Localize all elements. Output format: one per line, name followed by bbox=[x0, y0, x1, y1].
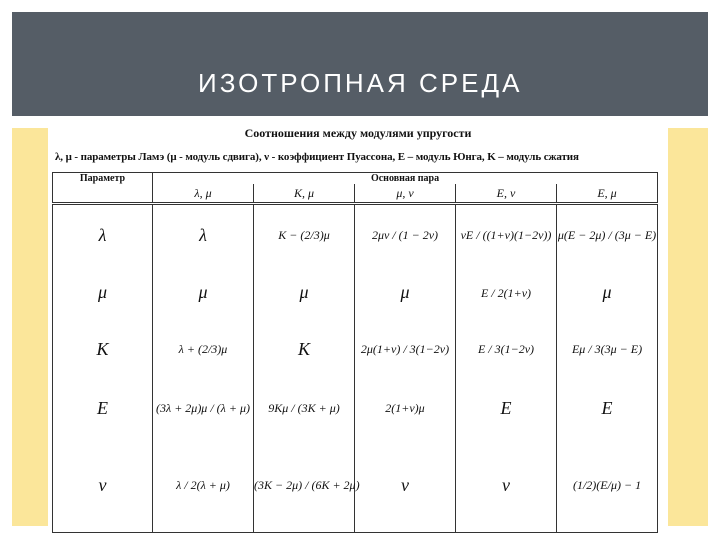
table-cell: E bbox=[500, 397, 512, 418]
pair-lambda-mu: λ, μ bbox=[153, 184, 254, 204]
table-cell: (3λ + 2μ)μ / (λ + μ) bbox=[156, 401, 250, 415]
slide-title: ИЗОТРОПНАЯ СРЕДА bbox=[198, 68, 523, 98]
pair-header: Основная пара bbox=[153, 173, 658, 185]
document-subtitle: λ, μ - параметры Ламэ (μ - модуль сдвига), ν - коэффициент Пуассона, E – модуль Юнга, K – модуль сжатия bbox=[55, 151, 579, 163]
table-cell: E bbox=[601, 397, 613, 418]
table-cell: μ bbox=[400, 282, 410, 302]
pair-k-mu: K, μ bbox=[254, 184, 355, 204]
pair-e-mu: E, μ bbox=[557, 184, 658, 204]
param-mu: μ bbox=[53, 265, 153, 320]
table-cell: E / 2(1+ν) bbox=[480, 285, 532, 300]
table-cell: λ bbox=[199, 224, 207, 245]
table-cell: μ(E − 2μ) / (3μ − E) bbox=[557, 228, 657, 242]
table-cell: E / 3(1−2ν) bbox=[477, 342, 535, 356]
param-e: E bbox=[53, 378, 153, 438]
table-cell: μ bbox=[602, 282, 612, 302]
table-cell: (3K − 2μ) / (6K + 2μ) bbox=[254, 478, 360, 492]
table-cell: K bbox=[297, 338, 310, 359]
accent-bar-left bbox=[12, 128, 48, 526]
pair-e-nu: E, ν bbox=[456, 184, 557, 204]
param-k: K bbox=[53, 320, 153, 378]
accent-bar-right bbox=[668, 128, 708, 526]
table-cell: μ bbox=[198, 282, 208, 302]
table-row bbox=[53, 320, 658, 378]
table-cell: 2(1+ν)μ bbox=[385, 401, 425, 415]
pair-mu-nu: μ, ν bbox=[355, 184, 456, 204]
param-nu: ν bbox=[53, 438, 153, 533]
table-row bbox=[53, 378, 658, 438]
table-cell: λ / 2(λ + μ) bbox=[176, 478, 230, 492]
table-cell: 2μν / (1 − 2ν) bbox=[371, 228, 439, 242]
table-cell: 2μ(1+ν) / 3(1−2ν) bbox=[360, 342, 450, 356]
pair-row bbox=[53, 184, 658, 204]
elastic-moduli-document bbox=[49, 118, 667, 536]
table-cell: (1/2)(E/μ) − 1 bbox=[572, 478, 642, 492]
table-cell: Eμ / 3(3μ − E) bbox=[571, 342, 643, 356]
table-cell: K − (2/3)μ bbox=[278, 228, 330, 242]
param-lambda: λ bbox=[53, 204, 153, 266]
table-cell: μ bbox=[299, 282, 309, 302]
table-row bbox=[53, 204, 658, 266]
table-row bbox=[53, 265, 658, 320]
param-header-blank bbox=[53, 184, 153, 204]
moduli-table bbox=[52, 172, 658, 533]
table-cell: ν bbox=[401, 474, 409, 495]
table-cell: ν bbox=[502, 474, 510, 495]
table-cell: λ + (2/3)μ bbox=[178, 342, 228, 356]
slide-header bbox=[12, 12, 708, 116]
table-row bbox=[53, 438, 658, 533]
document-title: Соотношения между модулями упругости bbox=[244, 126, 472, 140]
param-header: Параметр bbox=[53, 173, 153, 185]
table-cell: νE / ((1+ν)(1−2ν)) bbox=[460, 228, 552, 242]
table-cell: 9Kμ / (3K + μ) bbox=[268, 401, 340, 415]
